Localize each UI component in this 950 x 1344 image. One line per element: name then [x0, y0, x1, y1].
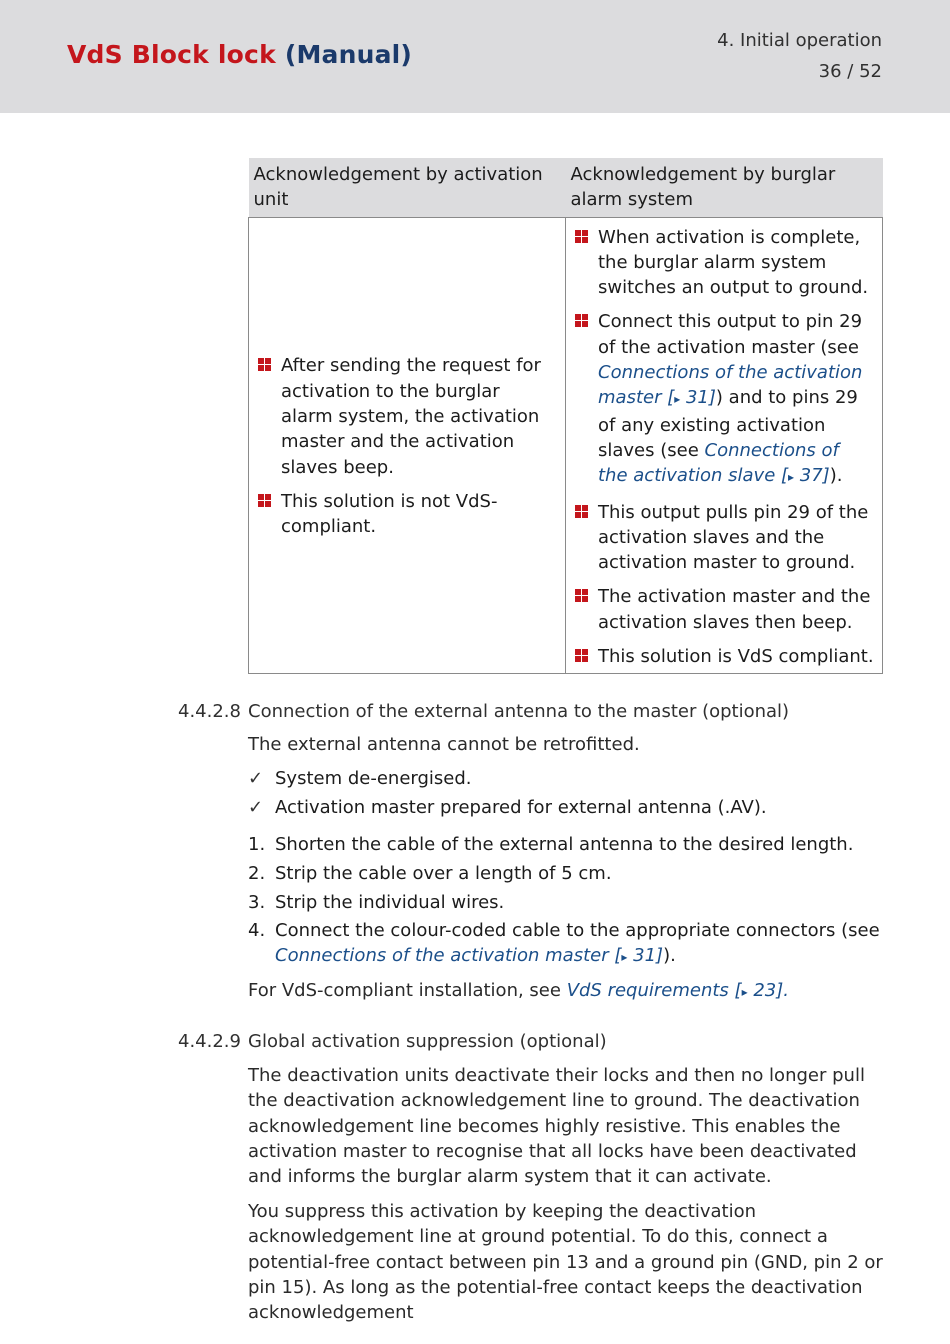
- link-connections-activation-slave[interactable]: Connections of the activation slave [▸ 37]: [598, 439, 839, 487]
- table-header-burglar-alarm: Acknowledgement by burglar alarm system: [566, 158, 883, 217]
- prerequisite-item: ✓ Activation master prepared for external antenna (.AV).: [248, 797, 767, 818]
- link-connections-activation-master[interactable]: Connections of the activation master [▸ 31]: [275, 945, 664, 967]
- bullet-icon: [575, 505, 588, 518]
- table-cell-burglar-alarm: [566, 217, 883, 674]
- list-item: This output pulls pin 29 of the activation slaves and the activation master to ground.: [574, 500, 874, 576]
- list-item: The activation master and the activation slaves then beep.: [574, 584, 874, 635]
- arrow-right-icon: ▸: [621, 950, 628, 965]
- paragraph: The deactivation units deactivate their locks and then no longer pull the deactivation acknowledgement line to ground. The deactivation acknowledgement line becomes highly resistive. This enables the activation master to recognise that all locks have been deactivated and informs the burglar alarm system that it can activate.: [248, 1065, 865, 1188]
- list-item: After sending the request for activation to the burglar alarm system, the activation master and the activation slaves beep.: [257, 353, 557, 479]
- arrow-right-icon: ▸: [674, 392, 681, 407]
- bullet-icon: [258, 494, 271, 507]
- step-item: 4. Connect the colour-coded cable to the appropriate connectors (see Connections of the activation master [▸ 31]).: [248, 920, 880, 967]
- section-heading: Connection of the external antenna to the master (optional): [248, 701, 790, 722]
- page-number: 36 / 52: [818, 61, 882, 82]
- step-number: 2.: [248, 863, 266, 884]
- check-icon: ✓: [248, 768, 264, 789]
- paragraph: You suppress this activation by keeping the deactivation acknowledgement line at ground potential. To do this, connect a potential-free contact between pin 13 and a ground pin (GND, pin 2 or pin 15). As long as the potential-free contact keeps the deactivation acknowledgement: [248, 1201, 883, 1324]
- section-number: 4.4.2.8: [178, 701, 241, 722]
- arrow-right-icon: ▸: [741, 985, 748, 999]
- acknowledgement-table: [248, 158, 883, 674]
- page-header: [0, 0, 950, 113]
- step-item: 2. Strip the cable over a length of 5 cm.: [248, 861, 888, 886]
- chapter-label: 4. Initial operation: [717, 30, 882, 51]
- list-item: When activation is complete, the burglar alarm system switches an output to ground.: [574, 225, 874, 301]
- prerequisite-item: ✓ System de-energised.: [248, 768, 472, 789]
- bullet-icon: [575, 589, 588, 602]
- step-item: 1. Shorten the cable of the external antenna to the desired length.: [248, 832, 888, 857]
- list-item: This solution is VdS compliant.: [574, 644, 874, 669]
- document-title: [67, 40, 412, 69]
- section-heading: Global activation suppression (optional): [248, 1031, 607, 1052]
- bullet-icon: [575, 230, 588, 243]
- brand-name: VdS Block lock: [67, 40, 276, 69]
- step-number: 4.: [248, 920, 266, 941]
- step-number: 3.: [248, 892, 266, 913]
- table-header-activation-unit: Acknowledgement by activation unit: [249, 158, 566, 217]
- arrow-right-icon: ▸: [788, 470, 795, 485]
- step-number: 1.: [248, 834, 266, 855]
- brand-suffix: (Manual): [284, 40, 413, 69]
- bullet-icon: [575, 649, 588, 662]
- list-item: Connect this output to pin 29 of the activation master (see Connections of the activation master [▸ 31]) and to pins 29 of any existing activation slaves (see Connections of the activation slave [▸ 37]).: [574, 309, 874, 490]
- link-connections-activation-master[interactable]: Connections of the activation master [▸ 31]: [598, 362, 863, 409]
- note-paragraph: For VdS-compliant installation, see VdS requirements [▸ 23].: [248, 980, 789, 1001]
- bullet-icon: [258, 358, 271, 371]
- bullet-icon: [575, 314, 588, 327]
- table-cell-activation-unit: [249, 217, 566, 674]
- paragraph: The external antenna cannot be retrofitted.: [248, 734, 640, 755]
- link-vds-requirements[interactable]: VdS requirements [▸ 23]: [566, 980, 784, 1001]
- list-item: This solution is not VdS-compliant.: [257, 489, 557, 540]
- check-icon: ✓: [248, 797, 264, 818]
- step-item: 3. Strip the individual wires.: [248, 890, 888, 915]
- section-number: 4.4.2.9: [178, 1031, 241, 1052]
